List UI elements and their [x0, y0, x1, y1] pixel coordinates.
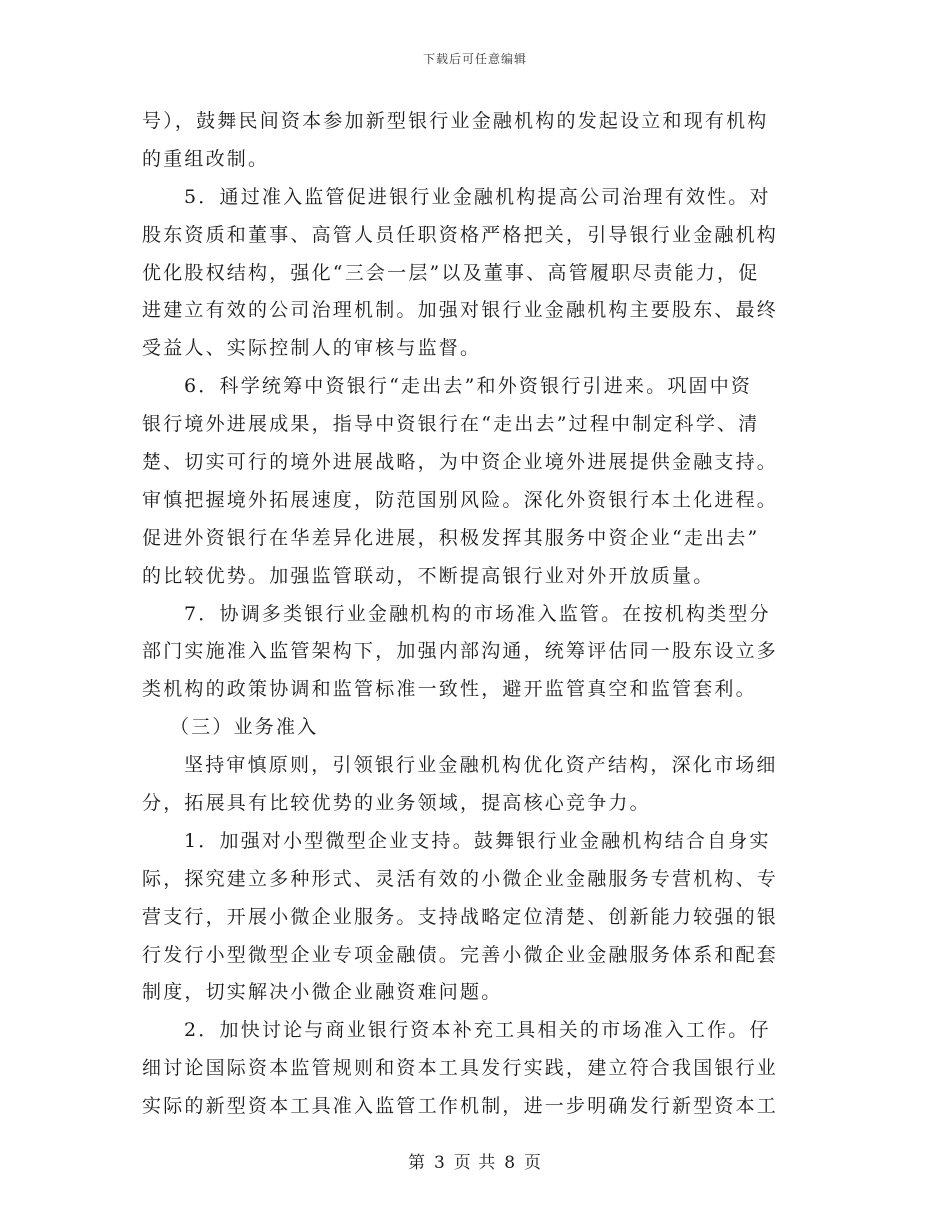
- text-line: 类机构的政策协调和监管标准一致性，避开监管真空和监管套利。: [142, 678, 757, 701]
- text-line: 股东资质和董事、高管人员任职资格严格把关，引导银行业金融机构: [142, 223, 779, 246]
- text-line: 银行境外进展成果，指导中资银行在“走出去”过程中制定科学、清: [142, 413, 760, 436]
- text-line: 进建立有效的公司治理机制。加强对银行业金融机构主要股东、最终: [142, 299, 779, 322]
- footer-mid: 页 共: [453, 1153, 497, 1173]
- text-line: 制度，切实解决小微企业融资难问题。: [142, 981, 503, 1004]
- text-line: 细讨论国际资本监管规则和资本工具发行实践，建立符合我国银行业: [142, 1057, 779, 1080]
- text-line: 的重组改制。: [142, 147, 270, 170]
- text-line: 1．加强对小型微型企业支持。鼓舞银行业金融机构结合自身实: [184, 829, 771, 852]
- text-line: 分，拓展具有比较优势的业务领域，提高核心竞争力。: [142, 792, 651, 815]
- text-line: 际，探究建立多种形式、灵活有效的小微企业金融服务专营机构、专: [142, 867, 779, 890]
- text-line: 号），鼓舞民间资本参加新型银行业金融机构的发起设立和现有机构: [142, 110, 769, 132]
- text-line: 实际的新型资本工具准入监管工作机制，进一步明确发行新型资本工: [142, 1095, 779, 1118]
- text-line: 优化股权结构，强化“三会一层”以及董事、高管履职尽责能力，促: [142, 261, 760, 284]
- text-line: 7．协调多类银行业金融机构的市场准入监管。在按机构类型分: [184, 602, 771, 625]
- footer-prefix: 第: [407, 1153, 426, 1173]
- text-line: 6．科学统筹中资银行“走出去”和外资银行引进来。巩固中资: [184, 375, 753, 398]
- footer-current-page: 3: [433, 1153, 446, 1173]
- text-line: 2．加快讨论与商业银行资本补充工具相关的市场准入工作。仔: [184, 1019, 771, 1042]
- text-line: 受益人、实际控制人的审核与监督。: [142, 337, 482, 360]
- text-line: 行发行小型微型企业专项金融债。完善小微企业金融服务体系和配套: [142, 943, 779, 966]
- text-line: 部门实施准入监管架构下，加强内部沟通，统筹评估同一股东设立多: [142, 640, 779, 663]
- text-line: （三）业务准入: [170, 716, 319, 739]
- text-line: 营支行，开展小微企业服务。支持战略定位清楚、创新能力较强的银: [142, 905, 779, 928]
- page-footer: [0, 1148, 950, 1173]
- text-line: 坚持审慎原则，引领银行业金融机构优化资产结构，深化市场细: [184, 754, 778, 777]
- page-header-note: 下载后可任意编辑: [422, 52, 527, 66]
- document-body: [142, 103, 802, 1126]
- text-line: 促进外资银行在华差异化进展，积极发挥其服务中资企业“走出去”: [142, 526, 760, 549]
- text-line: 的比较优势。加强监管联动，不断提高银行业对外开放质量。: [142, 564, 715, 587]
- text-line: 审慎把握境外拓展速度，防范国别风险。深化外资银行本土化进程。: [142, 488, 779, 511]
- text-line: 楚、切实可行的境外进展战略，为中资企业境外进展提供金融支持。: [142, 451, 779, 474]
- footer-suffix: 页: [524, 1153, 543, 1173]
- text-line: 5．通过准入监管促进银行业金融机构提高公司治理有效性。对: [184, 185, 771, 208]
- footer-total-pages: 8: [504, 1153, 517, 1173]
